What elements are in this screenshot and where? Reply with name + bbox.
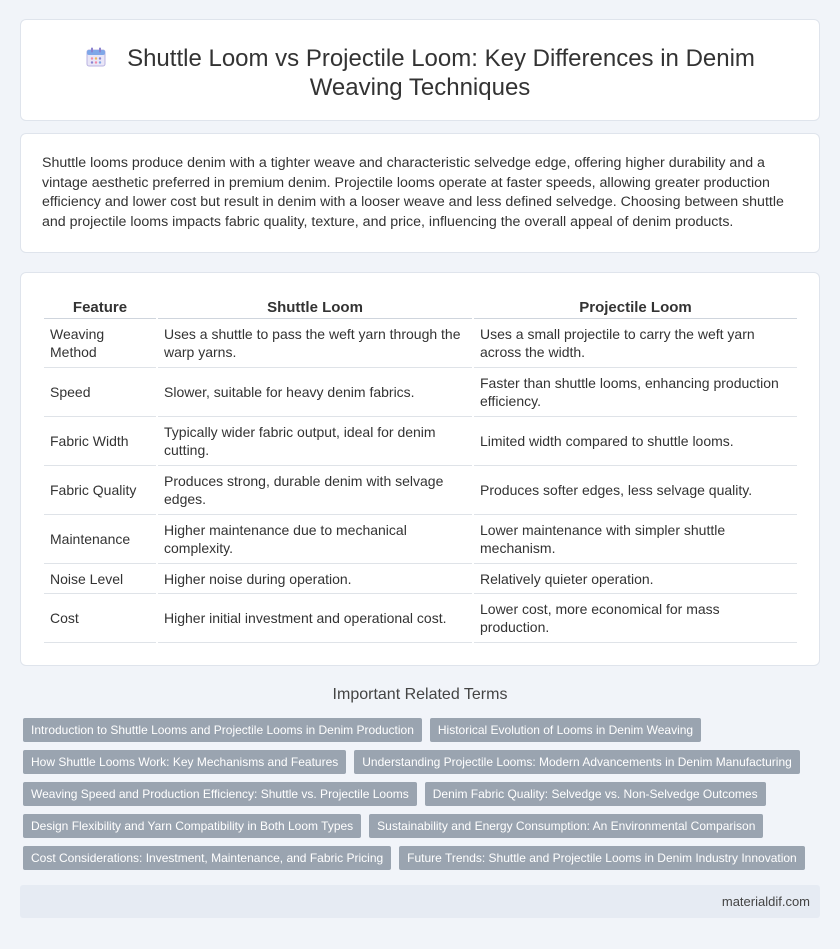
row-shuttle: Slower, suitable for heavy denim fabrics.: [158, 368, 472, 417]
row-feature: Speed: [44, 368, 156, 417]
comparison-table: [42, 291, 799, 643]
row-projectile: Lower maintenance with simpler shuttle mechanism.: [474, 515, 797, 564]
row-projectile: Lower cost, more economical for mass production.: [474, 594, 797, 643]
related-term-tag[interactable]: Denim Fabric Quality: Selvedge vs. Non-Selvedge Outcomes: [425, 782, 766, 806]
header-feature: Feature: [44, 291, 156, 319]
related-term-tag[interactable]: Design Flexibility and Yarn Compatibility in Both Loom Types: [23, 814, 361, 838]
header-projectile-loom: Projectile Loom: [474, 291, 797, 319]
row-projectile: Relatively quieter operation.: [474, 564, 797, 594]
row-feature: Noise Level: [44, 564, 156, 594]
related-term-tag[interactable]: Introduction to Shuttle Looms and Projectile Looms in Denim Production: [23, 718, 422, 742]
row-shuttle: Uses a shuttle to pass the weft yarn through the warp yarns.: [158, 319, 472, 368]
related-terms-list: [23, 718, 813, 870]
table-row: [44, 368, 797, 417]
calendar-icon: [85, 46, 107, 68]
page-title: [61, 44, 779, 102]
related-term-tag[interactable]: How Shuttle Looms Work: Key Mechanisms and Features: [23, 750, 346, 774]
page-title-text: Shuttle Loom vs Projectile Loom: Key Differences in Denim Weaving Techniques: [127, 45, 755, 101]
intro-card: [20, 133, 820, 253]
row-shuttle: Typically wider fabric output, ideal for denim cutting.: [158, 417, 472, 466]
table-row: [44, 594, 797, 643]
table-header-row: [44, 291, 797, 319]
row-projectile: Uses a small projectile to carry the weft yarn across the width.: [474, 319, 797, 368]
row-feature: Fabric Width: [44, 417, 156, 466]
row-projectile: Produces softer edges, less selvage quality.: [474, 466, 797, 515]
row-feature: Cost: [44, 594, 156, 643]
table-row: [44, 319, 797, 368]
row-projectile: Limited width compared to shuttle looms.: [474, 417, 797, 466]
row-feature: Maintenance: [44, 515, 156, 564]
related-term-tag[interactable]: Understanding Projectile Looms: Modern Advancements in Denim Manufacturing: [354, 750, 800, 774]
footer: [20, 885, 820, 918]
table-row: [44, 564, 797, 594]
related-terms-heading: Important Related Terms: [332, 686, 508, 703]
related-term-tag[interactable]: Sustainability and Energy Consumption: An Environmental Comparison: [369, 814, 763, 838]
related-term-tag[interactable]: Cost Considerations: Investment, Maintenance, and Fabric Pricing: [23, 846, 391, 870]
table-row: [44, 417, 797, 466]
header-shuttle-loom: Shuttle Loom: [158, 291, 472, 319]
title-card: [20, 19, 820, 121]
row-shuttle: Higher maintenance due to mechanical complexity.: [158, 515, 472, 564]
table-row: [44, 515, 797, 564]
footer-site-link[interactable]: materialdif.com: [721, 894, 810, 909]
related-term-tag[interactable]: Historical Evolution of Looms in Denim Weaving: [430, 718, 701, 742]
related-term-tag[interactable]: Future Trends: Shuttle and Projectile Looms in Denim Industry Innovation: [399, 846, 805, 870]
related-term-tag[interactable]: Weaving Speed and Production Efficiency: Shuttle vs. Projectile Looms: [23, 782, 417, 806]
row-projectile: Faster than shuttle looms, enhancing production efficiency.: [474, 368, 797, 417]
table-row: [44, 466, 797, 515]
row-shuttle: Higher initial investment and operational cost.: [158, 594, 472, 643]
comparison-card: [20, 272, 820, 666]
row-feature: Weaving Method: [44, 319, 156, 368]
row-feature: Fabric Quality: [44, 466, 156, 515]
intro-paragraph: Shuttle looms produce denim with a tighter weave and characteristic selvedge edge, offering higher durability and a vintage aesthetic preferred in premium denim. Projectile looms operate at faster speeds, allowing greater production efficiency and lower cost but result in denim with a looser weave and less defined selvedge. Choosing between shuttle and projectile looms impacts fabric quality, texture, and price, influencing the overall appeal of denim products.: [42, 155, 784, 230]
row-shuttle: Higher noise during operation.: [158, 564, 472, 594]
row-shuttle: Produces strong, durable denim with selvage edges.: [158, 466, 472, 515]
